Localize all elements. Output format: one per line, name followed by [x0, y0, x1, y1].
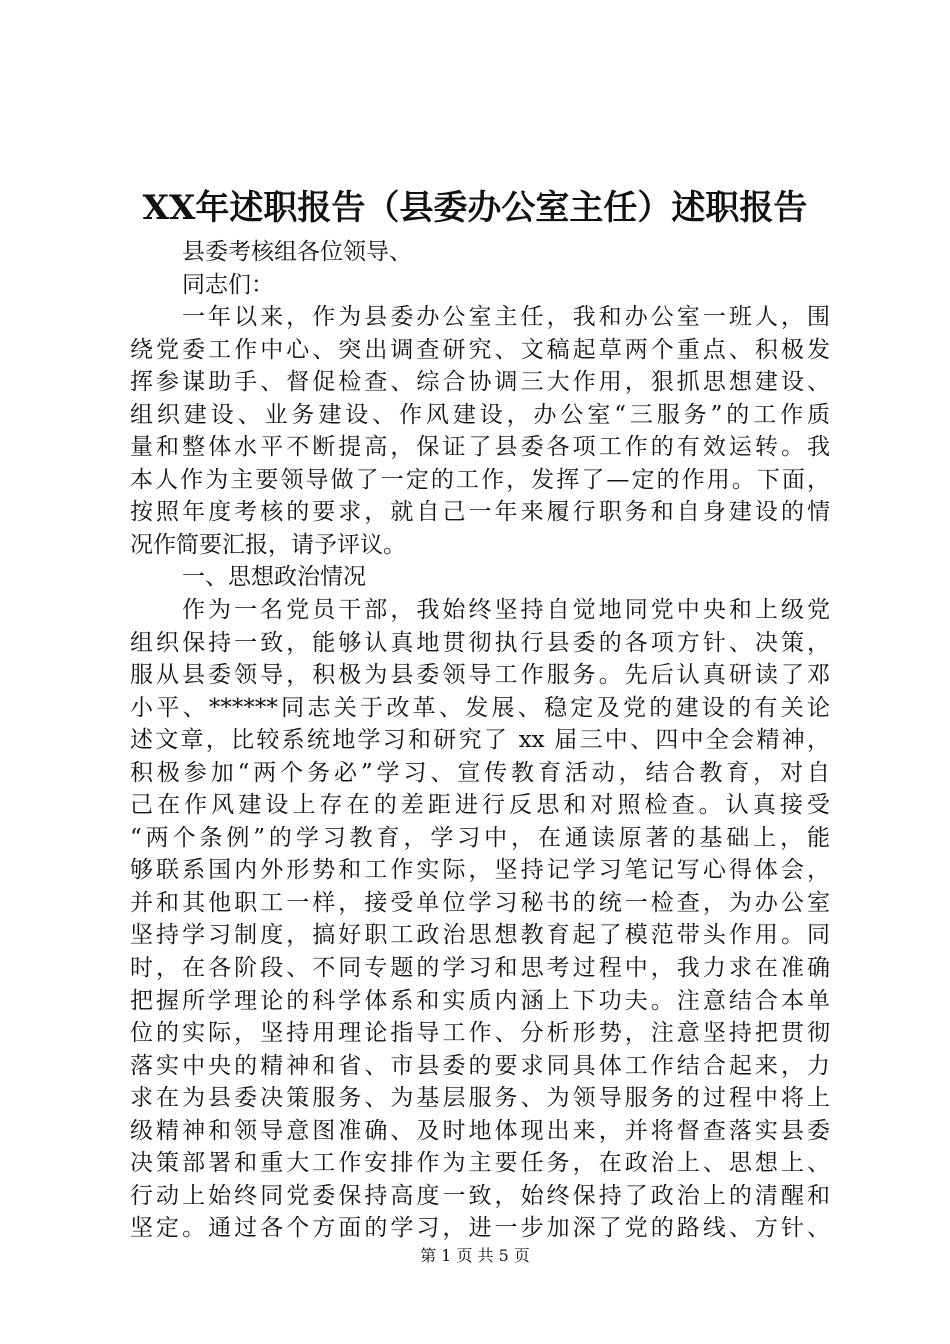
document-title: XX年述职报告（县委办公室主任）述职报告 — [142, 188, 808, 228]
text-line: 坚定。通过各个方面的学习，进一步加深了党的路线、方针、 — [130, 1215, 830, 1242]
section-heading: 一、思想政治情况 — [182, 564, 366, 591]
text-line: 己在作风建设上存在的差距进行反思和对照检查。认真接受 — [130, 792, 830, 819]
document-body — [130, 236, 830, 1245]
text-line: 够联系国内外形势和工作实际，坚持记学习笔记写心得体会， — [130, 857, 830, 884]
text-line: 述文章，比较系统地学习和研究了 xx 届三中、四中全会精神， — [130, 727, 830, 754]
text-line: 组织保持一致，能够认真地贯彻执行县委的各项方针、决策， — [130, 629, 830, 656]
text-line: 把握所学理论的科学体系和实质内涵上下功夫。注意结合本单 — [130, 987, 830, 1014]
text-line: 级精神和领导意图准确、及时地体现出来，并将督查落实县委 — [130, 1117, 830, 1144]
text-line: 按照年度考核的要求，就自己一年来履行职务和自身建设的情 — [130, 499, 830, 526]
text-line: 积极参加“两个务必”学习、宣传教育活动，结合教育，对自 — [130, 759, 830, 786]
text-line: “两个条例”的学习教育，学习中，在通读原著的基础上，能 — [130, 824, 830, 851]
text-line: 县委考核组各位领导、 — [182, 239, 412, 265]
text-line: 服从县委领导，积极为县委领导工作服务。先后认真研读了邓 — [130, 662, 830, 689]
text-line: 作为一名党员干部，我始终坚持自觉地同党中央和上级党 — [182, 597, 830, 624]
page-number-footer: 第 1 页 共 5 页 — [420, 1246, 530, 1265]
text-line: 本人作为主要领导做了一定的工作，发挥了—定的作用。下面， — [130, 466, 830, 493]
text-line: 小平、******同志关于改革、发展、稳定及党的建设的有关论 — [130, 694, 830, 721]
text-line: 坚持学习制度，搞好职工政治思想教育起了模范带头作用。同 — [130, 922, 830, 949]
text-line: 况作简要汇报，请予评议。 — [130, 531, 406, 558]
text-line: 决策部署和重大工作安排作为主要任务，在政治上、思想上、 — [130, 1150, 830, 1177]
text-line: 挥参谋助手、督促检查、综合协调三大作用，狠抓思想建设、 — [130, 369, 830, 396]
text-line: 组织建设、业务建设、作风建设，办公室“三服务”的工作质 — [130, 401, 830, 428]
text-line: 求在为县委决策服务、为基层服务、为领导服务的过程中将上 — [130, 1085, 830, 1112]
text-line: 位的实际，坚持用理论指导工作、分析形势，注意坚持把贯彻 — [130, 1020, 830, 1047]
text-line: 一年以来，作为县委办公室主任，我和办公室一班人，围 — [182, 304, 830, 331]
text-line: 并和其他职工一样，接受单位学习秘书的统一检查，为办公室 — [130, 889, 830, 916]
text-line: 落实中央的精神和省、市县委的要求同具体工作结合起来，力 — [130, 1052, 830, 1079]
text-line: 同志们： — [182, 271, 274, 298]
text-line: 行动上始终同党委保持高度一致，始终保持了政治上的清醒和 — [130, 1182, 830, 1209]
text-line: 量和整体水平不断提高，保证了县委各项工作的有效运转。我 — [130, 434, 830, 461]
text-line: 时，在各阶段、不同专题的学习和思考过程中，我力求在准确 — [130, 955, 830, 982]
text-line: 绕党委工作中心、突出调查研究、文稿起草两个重点、积极发 — [130, 336, 830, 363]
